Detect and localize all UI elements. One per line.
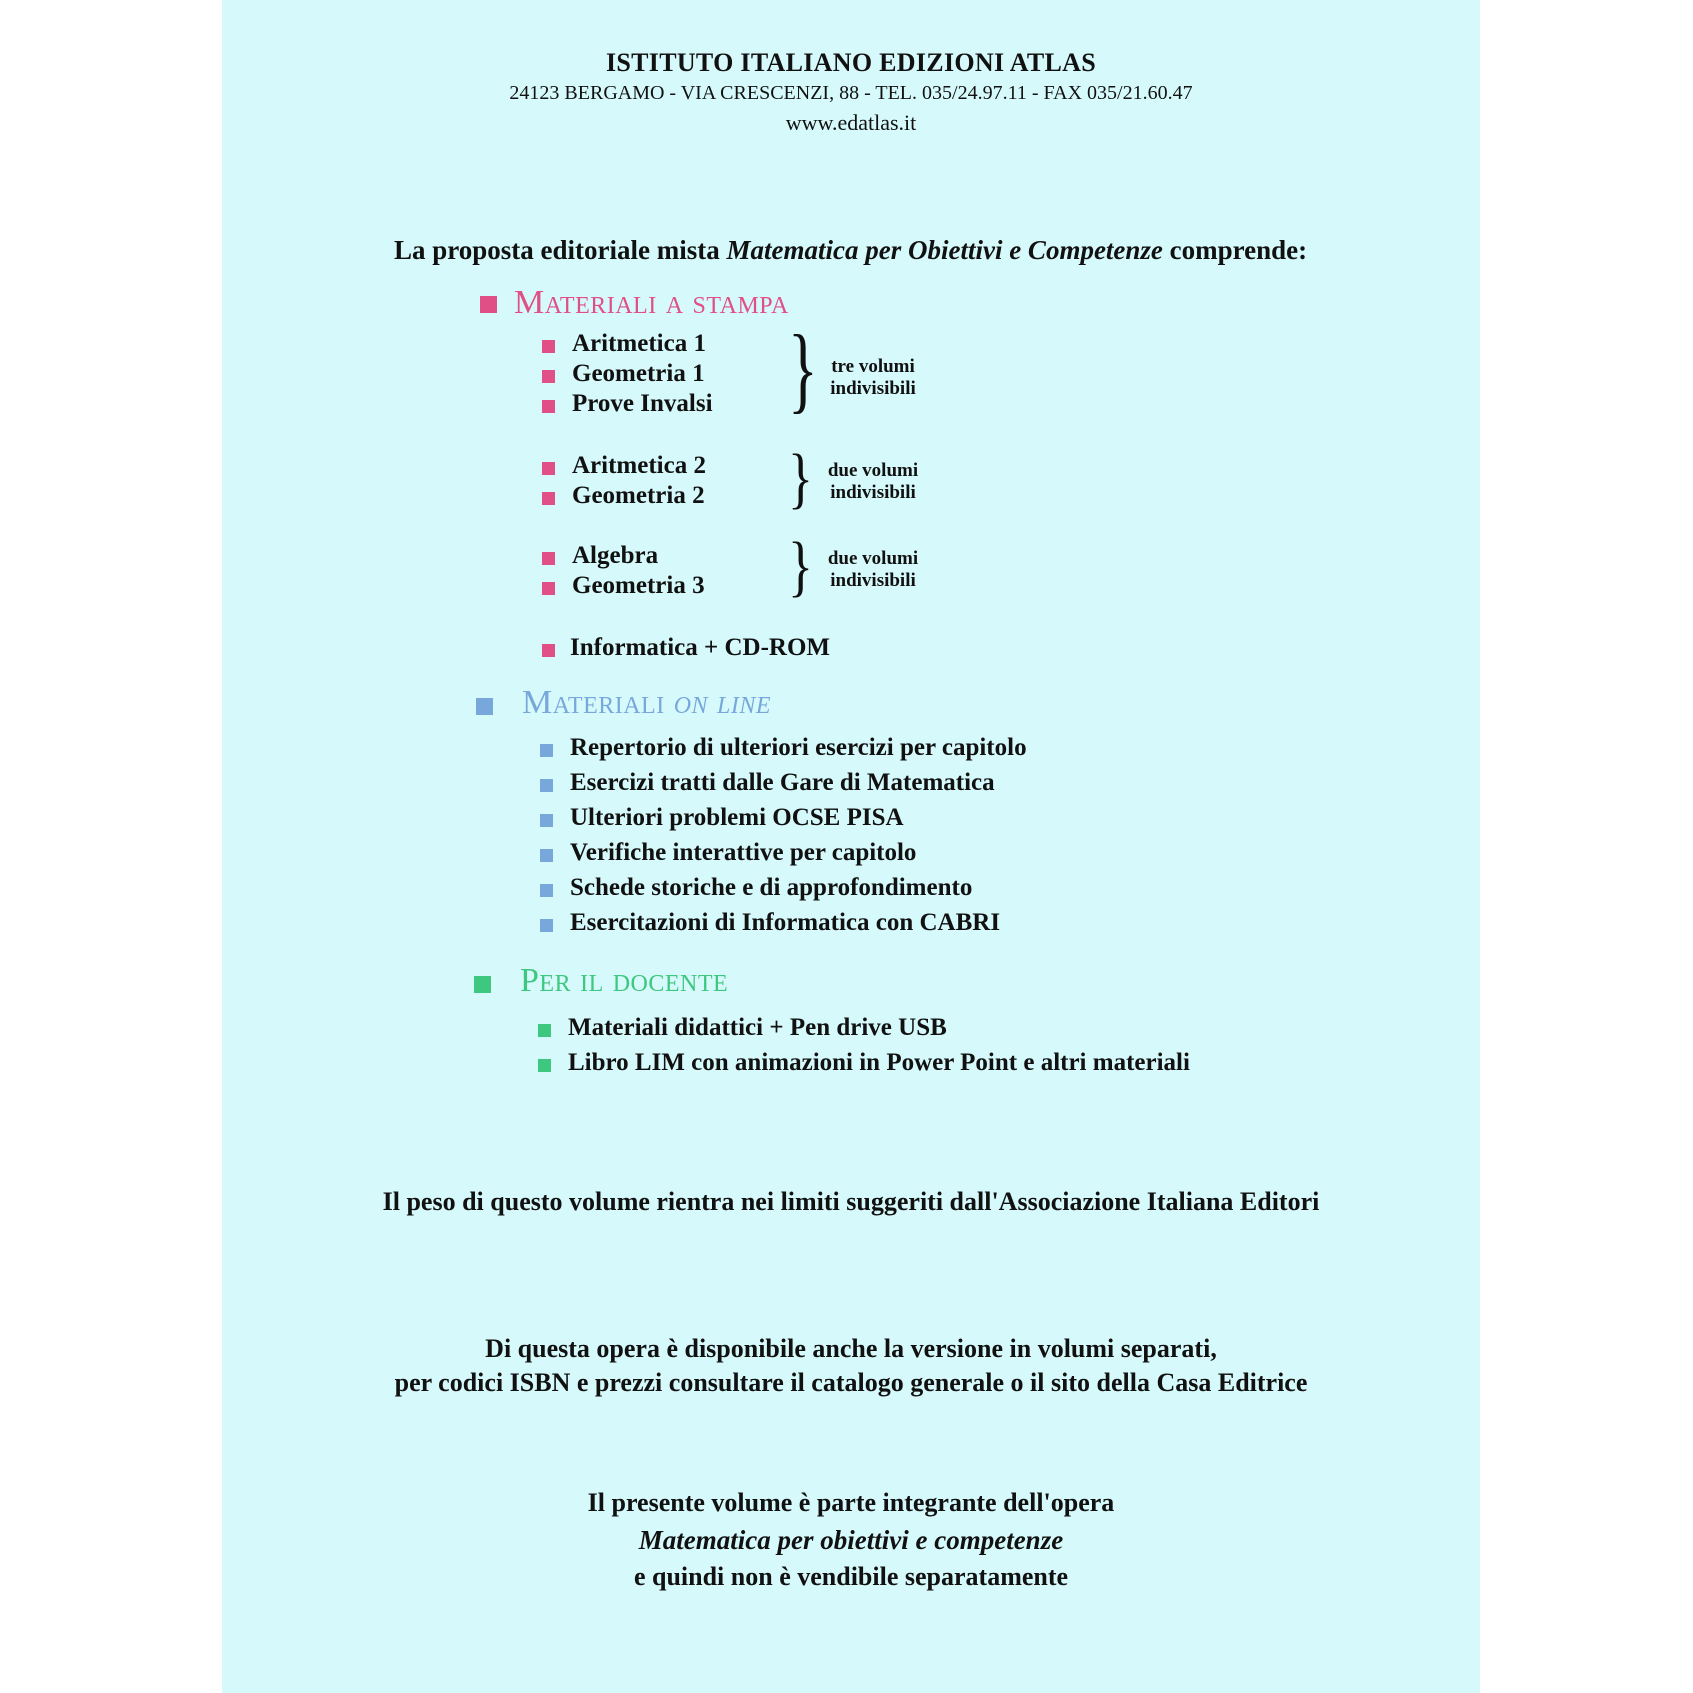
bullet-square-icon	[542, 340, 555, 353]
online-item: Esercizi tratti dalle Gare di Matematica	[570, 769, 995, 796]
separate-note-line1: Di questa opera è disponibile anche la versione in volumi separati,	[485, 1334, 1217, 1363]
print-item: Geometria 3	[572, 572, 705, 599]
intro-before: La proposta editoriale mista	[394, 235, 720, 265]
bullet-square-icon	[542, 462, 555, 475]
right-brace-icon: }	[788, 530, 813, 605]
online-item: Ulteriori problemi OCSE PISA	[570, 804, 904, 831]
bullet-square-icon	[542, 492, 555, 505]
teacher-item: Materiali didattici + Pen drive USB	[568, 1014, 947, 1041]
integral-note-line1: Il presente volume è parte integrante dell'opera	[587, 1488, 1115, 1517]
teacher-section-title: Per il docente	[520, 962, 729, 999]
right-brace-icon: }	[788, 317, 818, 423]
intro-sentence	[394, 235, 1307, 266]
separate-note-line2: per codici ISBN e prezzi consultare il catalogo generale o il sito della Casa Editrice	[394, 1368, 1308, 1397]
print-section-title: Materiali a stampa	[514, 284, 789, 321]
publisher-name: ISTITUTO ITALIANO EDIZIONI ATLAS	[605, 48, 1097, 77]
publisher-website: www.edatlas.it	[785, 110, 917, 135]
print-item: Geometria 2	[572, 482, 705, 509]
teacher-item: Libro LIM con animazioni in Power Point e altri materiali	[568, 1049, 1190, 1076]
online-item: Repertorio di ulteriori esercizi per capitolo	[570, 734, 1027, 761]
online-item: Schede storiche e di approfondimento	[570, 874, 973, 901]
publisher-address: 24123 BERGAMO - VIA CRESCENZI, 88 - TEL. 035/24.97.11 - FAX 035/21.60.47	[509, 82, 1193, 104]
back-cover-page	[222, 0, 1480, 1693]
group1-note: tre volumi indivisibili	[830, 356, 916, 399]
print-item: Algebra	[572, 542, 659, 569]
group3-note: due volumi indivisibili	[827, 548, 919, 591]
online-section-title: Materiali on line	[522, 684, 772, 721]
online-item: Esercitazioni di Informatica con CABRI	[570, 909, 1001, 936]
bullet-square-icon	[540, 779, 553, 792]
print-item: Aritmetica 2	[572, 452, 706, 479]
bullet-square-icon	[542, 370, 555, 383]
print-item: Aritmetica 1	[572, 330, 706, 357]
intro-after: comprende:	[1169, 235, 1308, 265]
print-section-square-icon	[480, 296, 497, 313]
integral-note-line2: Matematica per obiettivi e competenze	[638, 1525, 1064, 1555]
weight-note: Il peso di questo volume rientra nei limiti suggeriti dall'Associazione Italiana Editori	[382, 1187, 1320, 1216]
group2-note: due volumi indivisibili	[827, 460, 919, 503]
print-item: Geometria 1	[572, 360, 705, 387]
bullet-square-icon	[542, 644, 555, 657]
teacher-section-square-icon	[474, 976, 491, 993]
bullet-square-icon	[538, 1059, 551, 1072]
bullet-square-icon	[540, 849, 553, 862]
intro-title: Matematica per Obiettivi e Competenze	[726, 235, 1163, 265]
online-section-square-icon	[476, 698, 493, 715]
online-item: Verifiche interattive per capitolo	[570, 839, 917, 866]
bullet-square-icon	[538, 1024, 551, 1037]
bullet-square-icon	[540, 884, 553, 897]
bullet-square-icon	[540, 919, 553, 932]
bullet-square-icon	[542, 552, 555, 565]
print-item-extra: Informatica + CD-ROM	[570, 634, 831, 661]
print-item: Prove Invalsi	[572, 390, 713, 417]
bullet-square-icon	[542, 400, 555, 413]
right-brace-icon: }	[788, 442, 813, 517]
integral-note-line3: e quindi non è vendibile separatamente	[633, 1562, 1069, 1591]
bullet-square-icon	[540, 814, 553, 827]
bullet-square-icon	[542, 582, 555, 595]
bullet-square-icon	[540, 744, 553, 757]
